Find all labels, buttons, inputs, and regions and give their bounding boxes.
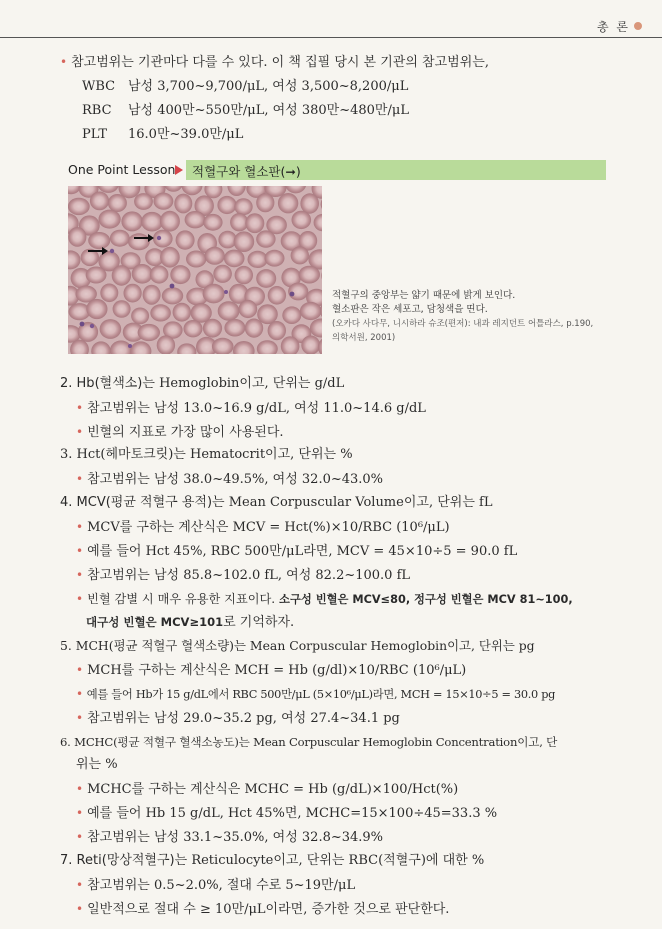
red-blood-cell — [99, 210, 121, 229]
red-blood-cell — [245, 213, 264, 233]
page-header — [0, 0, 662, 40]
red-blood-cell — [132, 264, 153, 284]
red-blood-cell — [256, 193, 274, 212]
list-item-continuation: 대구성 빈혈은 MCV≥101로 기억하자. — [86, 615, 295, 630]
section-mcv-heading: 4. MCV(평균 적혈구 용적)는 Mean Corpuscular Volume이고, 단위는 fL — [60, 495, 493, 510]
red-blood-cell — [288, 283, 308, 301]
list-item: • 예를 들어 Hct 45%, RBC 500만/μL라면, MCV = 45×10÷5 = 90.0 fL — [76, 544, 518, 559]
list-item: • 빈혈의 지표로 가장 많이 사용된다. — [76, 425, 284, 440]
red-blood-cell — [291, 246, 309, 264]
blood-smear-illustration — [68, 186, 322, 354]
red-blood-cell — [184, 320, 203, 337]
red-blood-cell — [186, 251, 206, 268]
red-blood-cell — [185, 211, 206, 228]
list-item: • 참고범위는 남성 85.8~102.0 fL, 여성 82.2~100.0 fL — [76, 568, 411, 583]
red-blood-cell — [245, 319, 263, 338]
red-blood-cell — [153, 230, 173, 248]
chapter-dot-icon — [634, 22, 642, 30]
red-blood-cell — [256, 269, 276, 288]
list-item: • MCH를 구하는 계산식은 MCH = Hb (g/dl)×10/RBC (10⁶/μL) — [76, 663, 467, 678]
red-blood-cell — [131, 308, 149, 325]
red-blood-cell — [128, 233, 150, 250]
section-mchc-heading: 6. MCHC(평균 적혈구 혈색소농도)는 Mean Corpuscular Hemoglobin Concentration이고, 단 — [60, 735, 558, 749]
list-item: • 예를 들어 Hb가 15 g/dL에서 RBC 500만/μL (5×10⁶/μL)라면, MCH = 15×10÷5 = 30.0 pg — [76, 687, 556, 701]
red-blood-cell — [160, 211, 180, 232]
red-blood-cell — [68, 227, 86, 247]
section-mch-heading: 5. MCH(평균 적혈구 혈색소량)는 Mean Corpuscular Hemoglobin이고, 단위는 pg — [60, 638, 535, 653]
red-blood-cell — [90, 192, 109, 211]
red-blood-cell — [265, 250, 285, 267]
red-blood-cell — [292, 211, 312, 229]
blood-smear-photo — [68, 186, 322, 354]
red-blood-cell — [299, 266, 320, 284]
red-blood-cell — [213, 265, 232, 283]
triangle-arrow-icon — [175, 165, 183, 175]
red-blood-cell — [110, 230, 130, 247]
red-blood-cell — [162, 287, 183, 304]
red-blood-cell — [150, 265, 169, 283]
red-blood-cell — [300, 302, 322, 320]
intro-line: • 참고범위는 기관마다 다를 수 있다. 이 책 집필 당시 본 기관의 참고범위는, — [60, 55, 489, 70]
red-blood-cell — [174, 194, 192, 214]
lesson-title: 적혈구와 혈소판(➞) — [192, 164, 301, 179]
red-blood-cell — [217, 196, 236, 214]
red-blood-cell — [88, 232, 110, 249]
red-blood-cell — [138, 324, 160, 341]
red-blood-cell — [176, 230, 195, 249]
red-blood-cell — [134, 193, 153, 210]
red-blood-cell — [205, 247, 225, 265]
lesson-tag: One Point Lesson — [68, 162, 176, 177]
red-blood-cell — [170, 265, 190, 284]
section-hct-heading: 3. Hct(헤마토크릿)는 Hematocrit이고, 단위는 % — [60, 447, 353, 462]
red-blood-cell — [234, 231, 255, 252]
red-blood-cell — [278, 193, 298, 213]
red-blood-cell — [86, 299, 107, 319]
bullet-icon: • — [60, 55, 68, 69]
range-row-rbc: RBC 남성 400만~550만/μL, 여성 380만~480만/μL — [82, 103, 409, 118]
red-blood-cell — [121, 211, 142, 231]
list-item: • 참고범위는 0.5~2.0%, 절대 수로 5~19만/μL — [76, 878, 356, 893]
red-blood-cell — [112, 265, 131, 286]
red-blood-cell — [100, 319, 122, 339]
red-blood-cell — [268, 286, 286, 305]
list-item: • MCV를 구하는 계산식은 MCV = Hct(%)×10/RBC (10⁶/μL) — [76, 520, 450, 535]
list-item: • 참고범위는 남성 29.0~35.2 pg, 여성 27.4~34.1 pg — [76, 711, 400, 726]
list-item: • 참고범위는 남성 38.0~49.5%, 여성 32.0~43.0% — [76, 472, 384, 487]
red-blood-cell — [160, 247, 180, 268]
list-item: • 예를 들어 Hb 15 g/dL, Hct 45%면, MCHC=15×100÷45=33.3 % — [76, 806, 498, 821]
photo-caption: 적혈구의 중앙부는 얇기 때문에 밝게 보인다. 혈소판은 작은 세포고, 담청색을 띤다. (오카다 사다무, 니시하라 슈조(편저): 내과 레지던트 어틀라스, p.190, 의학서원, 2001) — [332, 290, 594, 343]
red-blood-cell — [100, 284, 118, 303]
red-blood-cell — [173, 303, 191, 322]
section-mchc-heading-cont: 위는 % — [76, 757, 118, 772]
lesson-title-bar — [186, 160, 606, 180]
red-blood-cell — [224, 319, 245, 337]
list-item: • 참고범위는 남성 33.1~35.0%, 여성 32.8~34.9% — [76, 830, 384, 845]
one-point-lesson-bar — [64, 160, 606, 180]
red-blood-cell — [108, 194, 127, 212]
red-blood-cell — [239, 300, 258, 318]
red-blood-cell — [234, 198, 252, 215]
red-blood-cell — [301, 336, 320, 355]
red-blood-cell — [282, 306, 301, 324]
red-blood-cell — [86, 267, 107, 284]
red-blood-cell — [157, 335, 175, 354]
section-reti-heading: 7. Reti(망상적혈구)는 Reticulocyte이고, 단위는 RBC(적혈구)에 대한 % — [60, 853, 485, 868]
red-blood-cell — [143, 285, 161, 305]
section-hb-heading: 2. Hb(혈색소)는 Hemoglobin이고, 단위는 g/dL — [60, 376, 345, 391]
red-blood-cell — [256, 230, 275, 247]
list-item: • 일반적으로 절대 수 ≥ 10만/μL이라면, 증가한 것으로 판단한다. — [76, 902, 450, 917]
red-blood-cell — [224, 250, 245, 268]
chapter-label: 총 론 — [597, 20, 630, 34]
red-blood-cell — [268, 321, 286, 340]
header-rule — [0, 37, 662, 38]
list-item: • 빈혈 감별 시 매우 유용한 지표이다. 소구성 빈혈은 MCV≤80, 정구성 빈혈은 MCV 81~100, — [76, 592, 573, 606]
range-row-plt: PLT 16.0만~39.0만/μL — [82, 127, 244, 142]
red-blood-cell — [235, 266, 253, 284]
red-blood-cell — [300, 193, 319, 213]
red-blood-cell — [113, 300, 131, 318]
red-blood-cell — [68, 198, 90, 215]
list-item: • MCHC를 구하는 계산식은 MCHC = Hb (g/dL)×100/Hct(%) — [76, 782, 459, 797]
red-blood-cell — [150, 304, 171, 321]
range-row-wbc: WBC 남성 3,700~9,700/μL, 여성 3,500~8,200/μL — [82, 79, 409, 94]
red-blood-cell — [154, 193, 174, 210]
red-blood-cell — [203, 319, 222, 338]
red-blood-cell — [124, 284, 142, 303]
list-item: • 참고범위는 남성 13.0~16.9 g/dL, 여성 11.0~14.6 g/dL — [76, 401, 426, 416]
red-blood-cell — [141, 212, 163, 232]
red-blood-cell — [203, 214, 222, 231]
red-blood-cell — [203, 284, 225, 304]
red-blood-cell — [218, 301, 240, 320]
